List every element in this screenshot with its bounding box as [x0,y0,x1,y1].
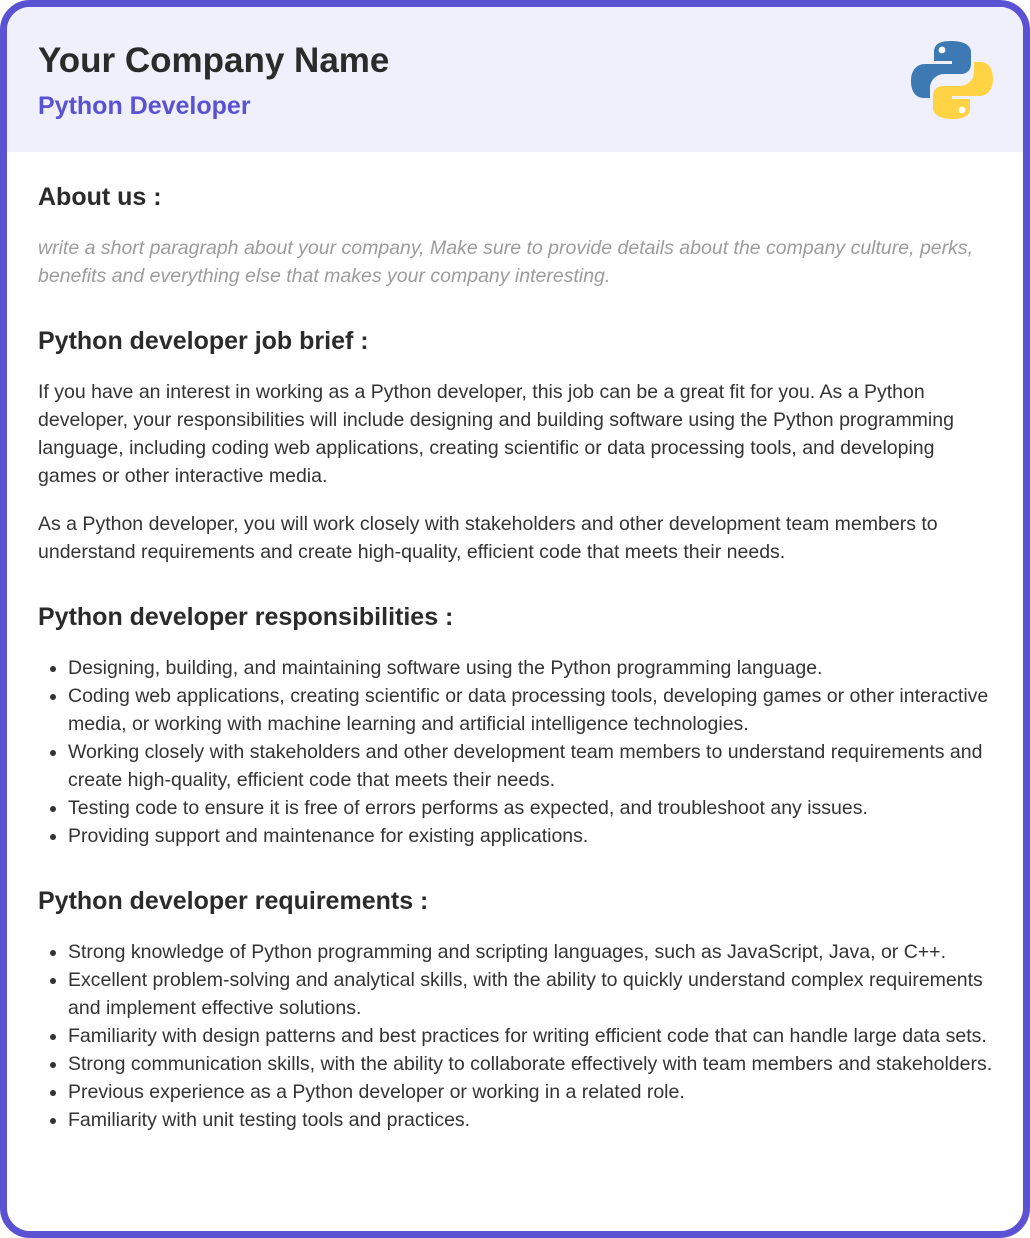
brief-paragraph: As a Python developer, you will work closely with stakeholders and other development team members to understand requirements and create high-quality, efficient code that meets their needs. [38,513,938,563]
responsibilities-heading: Python developer responsibilities : [38,603,454,631]
list-item: • Excellent problem-solving and analytical skills, with the ability to quickly understand complex requirements and implement effective solutions. [68,966,993,1022]
requirements-list [38,938,993,1134]
list-item: • Previous experience as a Python developer or working in a related role. [68,1078,993,1106]
list-item: • Strong communication skills, with the ability to collaborate effectively with team members and stakeholders. [68,1050,993,1078]
brief-paragraph: If you have an interest in working as a Python developer, this job can be a great fit for you. As a Python developer, your responsibilities will include designing and building software using the Python programming language, including coding web applications, creating scientific or data processing tools, and developing games or other interactive media. [38,381,954,487]
about-text: write a short paragraph about your company, Make sure to provide details about the company culture, perks, benefits and everything else that makes your company interesting. [38,237,974,287]
company-name: Your Company Name [38,41,390,80]
list-item: • Strong knowledge of Python programming and scripting languages, such as JavaScript, Java, or C++. [68,938,993,966]
list-item: • Coding web applications, creating scientific or data processing tools, developing games or other interactive media, or working with machine learning and artificial intelligence technologies. [68,682,993,738]
responsibilities-list [38,654,993,850]
list-item: • Providing support and maintenance for existing applications. [68,822,993,850]
header [7,7,1023,152]
list-item: • Familiarity with unit testing tools and practices. [68,1106,993,1134]
about-heading: About us : [38,183,162,211]
list-item: • Testing code to ensure it is free of errors performs as expected, and troubleshoot any issues. [68,794,993,822]
list-item: • Familiarity with design patterns and best practices for writing efficient code that can handle large data sets. [68,1022,993,1050]
job-title: Python Developer [38,92,251,120]
content [7,152,1023,1134]
requirements-heading: Python developer requirements : [38,887,429,915]
list-item: • Designing, building, and maintaining software using the Python programming language. [68,654,993,682]
brief-heading: Python developer job brief : [38,327,369,355]
python-logo-icon [911,39,993,121]
list-item: • Working closely with stakeholders and other development team members to understand requirements and create high-quality, efficient code that meets their needs. [68,738,993,794]
